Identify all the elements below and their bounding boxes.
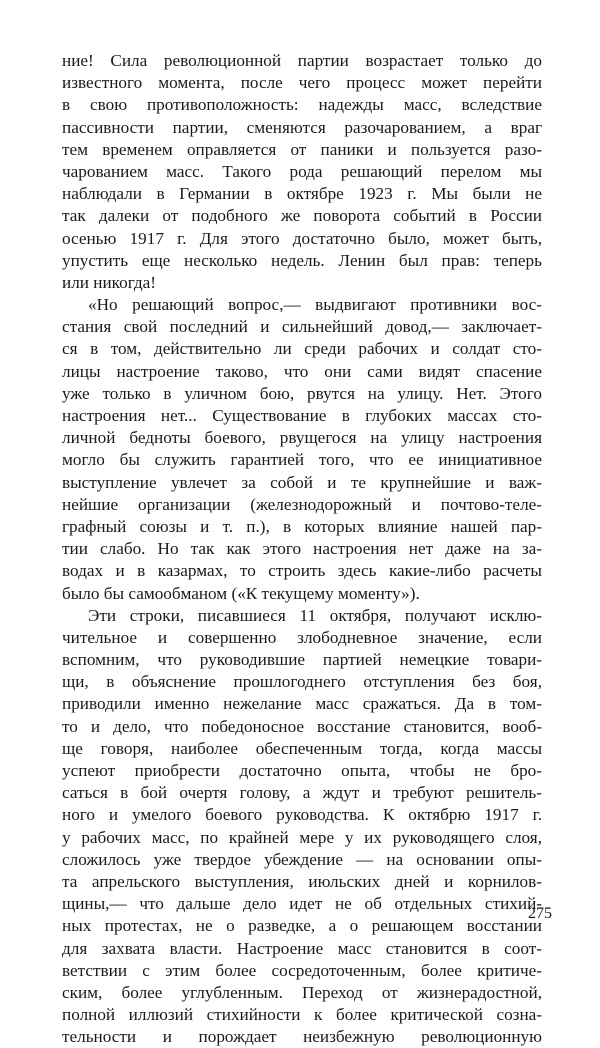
body-text [62, 50, 542, 1048]
text-line: в свою противоположность: надежды масс, вследствие [62, 95, 542, 115]
text-line: сложилось уже твердое убеждение — на основании опы- [62, 849, 542, 869]
text-line: Эти строки, писавшиеся 11 октября, получают исклю- [88, 605, 542, 625]
text-line: выступление увлечет за собой и те крупнейшие и важ- [62, 472, 542, 492]
text-line: настроения нет... Существование в глубоких массах сто- [62, 406, 542, 425]
text-line: пассивности партии, сменяются разочарованием, а враг [62, 117, 542, 137]
text-line: уже только в уличном бою, рвутся на улицу. Нет. Этого [62, 383, 542, 403]
text-line: чарованием масс. Такого рода решающий перелом мы [62, 161, 542, 181]
text-line: щины,— что дальше дело идет не об отдельных стихий- [62, 894, 542, 914]
text-line: могло бы служить гарантией того, что ее инициативное [62, 450, 542, 470]
text-line: или никогда! [62, 272, 157, 292]
text-line: упустить еще несколько недель. Ленин был прав: теперь [62, 250, 542, 270]
text-line: ским, более углубленным. Переход от жизнерадостной, [62, 982, 542, 1002]
text-line: успеют приобрести достаточно опыта, чтобы не бро- [62, 761, 542, 780]
text-line: саться в бой очертя голову, а ждут и требуют решитель- [62, 783, 542, 803]
text-line: ного и умелого боевого руководства. К октябрю 1917 г. [62, 805, 542, 825]
text-line: ных протестах, не о разведке, а о решающем восстании [62, 916, 542, 936]
text-line: водах и в казармах, то строить здесь какие-либо расчеты [62, 561, 542, 581]
page-number: 275 [528, 905, 552, 922]
text-line: лицы настроение таково, что они сами видят спасение [62, 361, 542, 381]
text-line: чительное и совершенно злободневное значение, если [62, 627, 542, 647]
paragraph [62, 605, 542, 1048]
text-line: ние! Сила революционной партии возрастает только до [62, 51, 542, 70]
text-line: нейшие организации (железнодорожный и почтово-теле- [62, 494, 542, 514]
text-line: ветствии с этим более сосредоточенным, более критиче- [62, 960, 542, 980]
text-line: было бы самообманом («К текущему моменту»). [62, 583, 420, 603]
text-line: щи, в объяснение прошлогоднего отступления без боя, [62, 672, 542, 692]
text-line: тии слабо. Но так как этого настроения нет даже на за- [62, 539, 542, 559]
text-line: полной иллюзий стихийности к более критической созна- [62, 1005, 542, 1025]
paragraph [62, 294, 542, 605]
text-line: приводили именно нежелание масс сражаться. Да в том- [62, 694, 542, 714]
text-line: тельности и порождает неизбежную революционную [62, 1027, 542, 1047]
text-line: осенью 1917 г. Для этого достаточно было, может быть, [62, 228, 542, 248]
paragraph [62, 50, 542, 294]
text-line: тем временем оправляется от паники и пользуется разо- [62, 139, 542, 159]
text-line: то и дело, что победоносное восстание становится, вооб- [62, 716, 542, 736]
text-line: известного момента, после чего процесс может перейти [62, 73, 542, 93]
text-line: для захвата власти. Настроение масс становится в соот- [62, 938, 542, 958]
text-line: личной бедноты боевого, рвущегося на улицу настроения [62, 428, 542, 448]
text-line: у рабочих масс, по крайней мере у их руководящего слоя, [62, 827, 542, 847]
text-line: стания свой последний и сильнейший довод,— заключает- [62, 317, 542, 337]
text-line: наблюдали в Германии в октябре 1923 г. Мы были не [62, 184, 542, 204]
text-line: «Но решающий вопрос,— выдвигают противники вос- [88, 295, 542, 315]
text-line: графный союзы и т. п.), в которых влияние нашей пар- [62, 516, 542, 536]
text-line: так далеки от подобного же поворота событий в России [62, 206, 542, 226]
text-line: та апрельского выступления, июльских дней и корнилов- [62, 871, 542, 891]
text-line: ся в том, действительно ли среди рабочих и солдат сто- [62, 339, 542, 359]
text-line: вспомним, что руководившие партией немецкие товари- [62, 650, 542, 670]
text-line: ще говоря, наиболее обеспеченным тогда, когда массы [62, 738, 542, 758]
